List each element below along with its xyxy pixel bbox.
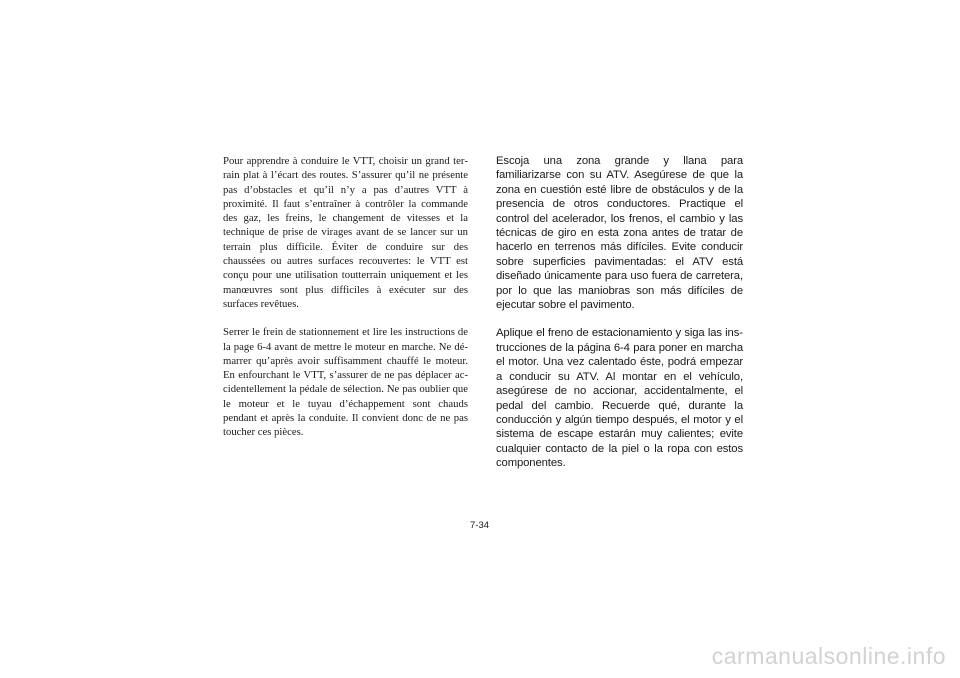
french-paragraph-starting-engine: Serrer le frein de stationnement et lire les instructions de la page 6-4 avant de mettre le moteur en marche. Ne démarrer qu’après avoir suffisamment chauffé le moteur. En enfourchant le VTT, s’assurer de ne pas déplacer accidentellement la pédale de sélection. Ne pas oublier que le moteur et le tuyau d’échappement sont chauds pendant et après la conduite. Il convient donc de ne pas toucher ces pièces. <box>223 326 468 439</box>
spanish-paragraph-riding-practice: Escoja una zona grande y llana para familiarizarse con su ATV. Asegúrese de que la zona en cuestión esté libre de obstáculos y de la presencia de otros conductores. Practique el control del acelerador, los frenos, el cambio y las técnicas de giro en esta zona antes de tratar de hacerlo en terrenos más difíciles. Evite conducir sobre superficies pavimentadas: el ATV está diseñado únicamente para uso fuera de carretera, por lo que las maniobras son más difíciles de ejecutar sobre el pavimento. <box>496 155 743 312</box>
french-column <box>223 154 468 440</box>
spanish-column <box>496 154 743 471</box>
watermark: carmanualsonline.info <box>711 643 946 669</box>
spanish-paragraph-starting-engine: Aplique el freno de estacionamiento y siga las instrucciones de la página 6-4 para poner en marcha el motor. Una vez calentado éste, podrá empezar a conducir su ATV. Al montar en el vehículo, asegúrese de no accionar, accidentalmente, el pedal del cambio. Recuerde qué, durante la conducción y algún tiempo después, el motor y el sistema de escape estarán muy calientes; evite cualquier contacto de la piel o la ropa con estos componentes. <box>496 327 743 470</box>
page-number: 7-34 <box>470 520 490 531</box>
french-paragraph-riding-practice: Pour apprendre à conduire le VTT, choisir un grand terrain plat à l’écart des routes. S’assurer qu’il ne présente pas d’obstacles et qu’il n’y a pas d’autres VTT à proximité. Il faut s’entraîner à contrôler la commande des gaz, les freins, le changement de vitesses et la technique de prise de virages avant de se lancer sur un terrain plus difficile. Éviter de conduire sur des chaussées ou autres surfaces recouvertes: le VTT est conçu pour une utilisation toutterrain uniquement et les manœuvres sont plus difficiles à exécuter sur des surfaces revêtues. <box>223 155 468 310</box>
